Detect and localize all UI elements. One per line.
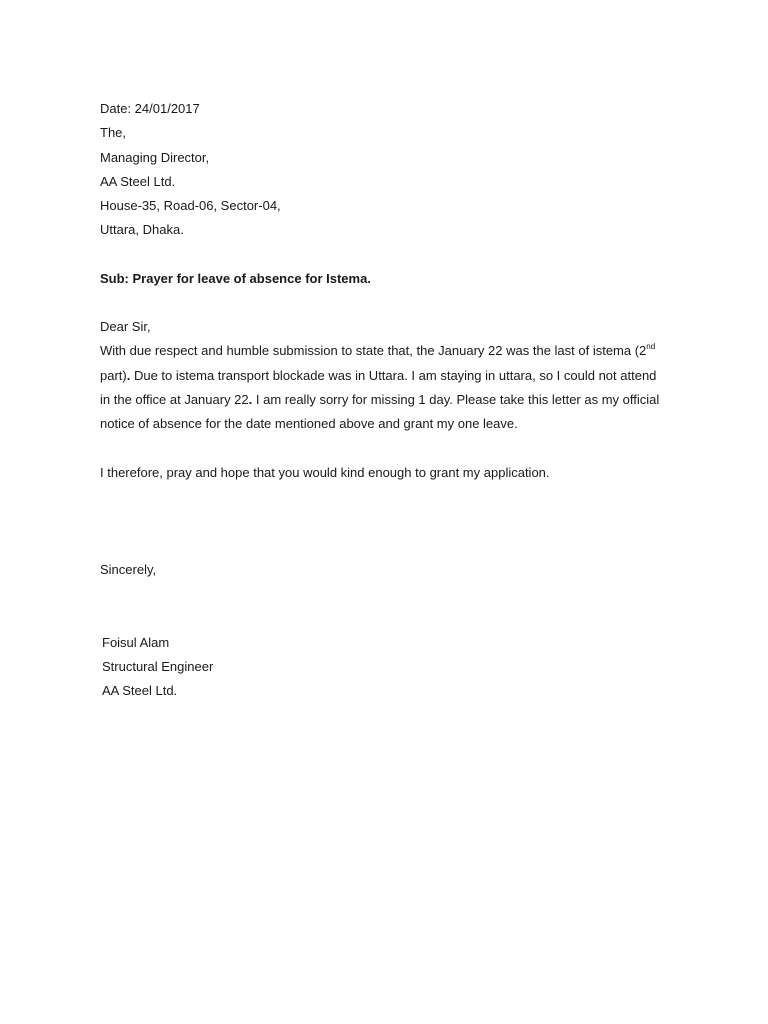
body-line-2 [100,368,656,384]
body-line-1 [100,343,655,359]
body-line-3 [100,392,659,408]
body-line-3-period: . [248,392,253,407]
closing-request: I therefore, pray and hope that you would kind enough to grant my application. [100,465,550,480]
recipient-title: Managing Director, [100,150,210,165]
letter-subject: Sub: Prayer for leave of absence for Istema. [100,271,371,286]
signature-designation: Structural Engineer [102,659,214,674]
letter-date: Date: 24/01/2017 [100,101,200,116]
body-line-2-rest: Due to istema transport blockade was in Uttara. I am staying in uttara, so I could not attend [130,368,657,383]
body-line-4: notice of absence for the date mentioned above and grant my one leave. [100,416,518,431]
signature-name: Foisul Alam [102,635,170,650]
body-line-3-start: in the office at January 22 [100,392,249,407]
recipient-company: AA Steel Ltd. [100,174,176,189]
signoff: Sincerely, [100,562,157,577]
salutation: Dear Sir, [100,319,151,334]
ordinal-suffix: nd [646,341,656,351]
body-line-3-rest: I am really sorry for missing 1 day. Please take this letter as my official [252,392,660,407]
body-line-2-start: part) [100,368,127,383]
signature-company: AA Steel Ltd. [102,683,178,698]
body-line-1-text: With due respect and humble submission to state that, the January 22 was the last of istema (2 [100,343,647,358]
recipient-address-line1: House-35, Road-06, Sector-04, [100,198,281,213]
recipient-prefix: The, [100,125,127,140]
recipient-address-line2: Uttara, Dhaka. [100,222,184,237]
body-line-2-period: . [126,368,131,383]
